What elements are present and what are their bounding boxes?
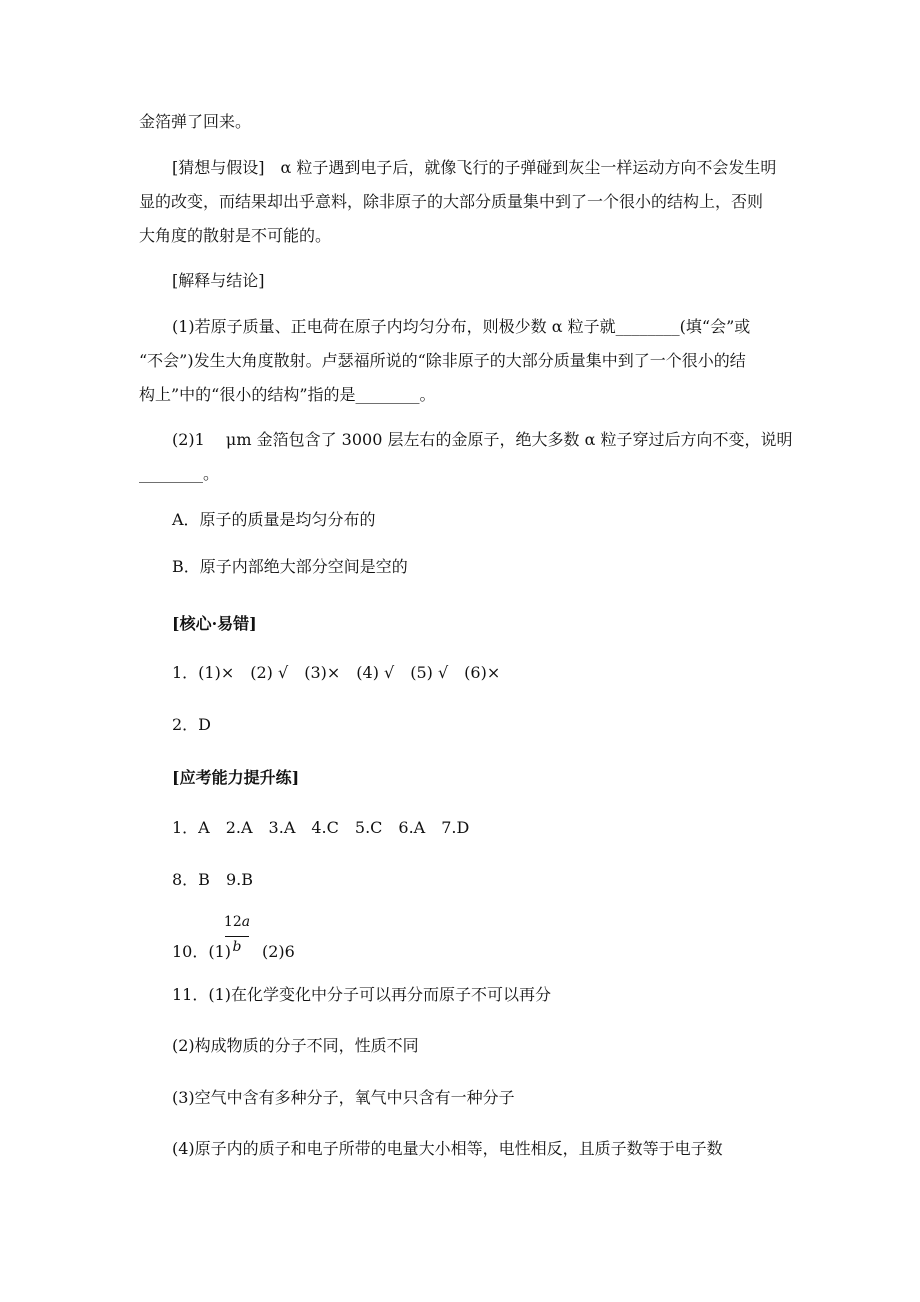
answer-line: (4)原子内的质子和电子所带的电量大小相等，电性相反，且质子数等于电子数 — [172, 1139, 723, 1158]
answer-line: (2)6 — [262, 942, 295, 961]
text-line: [猜想与假设] α 粒子遇到电子后，就像飞行的子弹碰到灰尘一样运动方向不会发生明 — [172, 158, 777, 177]
answer-line: 11．(1)在化学变化中分子可以再分而原子不可以再分 — [172, 985, 552, 1004]
answer-line: (3)空气中含有多种分子，氧气中只含有一种分子 — [172, 1088, 515, 1107]
fraction-numerator: 12a — [223, 914, 251, 930]
answer-line: 1．A 2.A 3.A 4.C 5.C 6.A 7.D — [172, 818, 470, 837]
text-line: “不会”)发生大角度散射。卢瑟福所说的“除非原子的大部分质量集中到了一个很小的结 — [139, 351, 746, 370]
text-line: ________。 — [139, 464, 220, 483]
text-line: 显的改变，而结果却出乎意料，除非原子的大部分质量集中到了一个很小的结构上，否则 — [139, 192, 764, 211]
answer-line: 10．(1) — [172, 942, 232, 961]
section-heading: [解释与结论] — [172, 271, 265, 290]
section-heading: [应考能力提升练] — [172, 768, 300, 787]
text-line: 大角度的散射是不可能的。 — [139, 226, 332, 245]
fraction-denominator: b — [232, 939, 242, 955]
answer-line: 1．(1)× (2) √ (3)× (4) √ (5) √ (6)× — [172, 663, 501, 682]
answer-line: 2．D — [172, 715, 212, 734]
fraction — [222, 914, 252, 960]
text-line: 金箔弹了回来。 — [139, 112, 252, 131]
text-line: 构上”中的“很小的结构”指的是________。 — [139, 385, 436, 404]
option-a: A．原子的质量是均匀分布的 — [172, 510, 376, 529]
text-line: (1)若原子质量、正电荷在原子内均匀分布，则极少数 α 粒子就________(填“会”或 — [172, 317, 751, 336]
answer-line: (2)构成物质的分子不同，性质不同 — [172, 1036, 419, 1055]
section-heading: [核心·易错] — [172, 614, 257, 633]
answer-line: 8．B 9.B — [172, 870, 253, 889]
fraction-bar — [225, 936, 249, 937]
text-line: (2)1 μm 金箔包含了 3000 层左右的金原子，绝大多数 α 粒子穿过后方向不变，说明 — [172, 430, 793, 449]
option-b: B．原子内部绝大部分空间是空的 — [172, 557, 408, 576]
